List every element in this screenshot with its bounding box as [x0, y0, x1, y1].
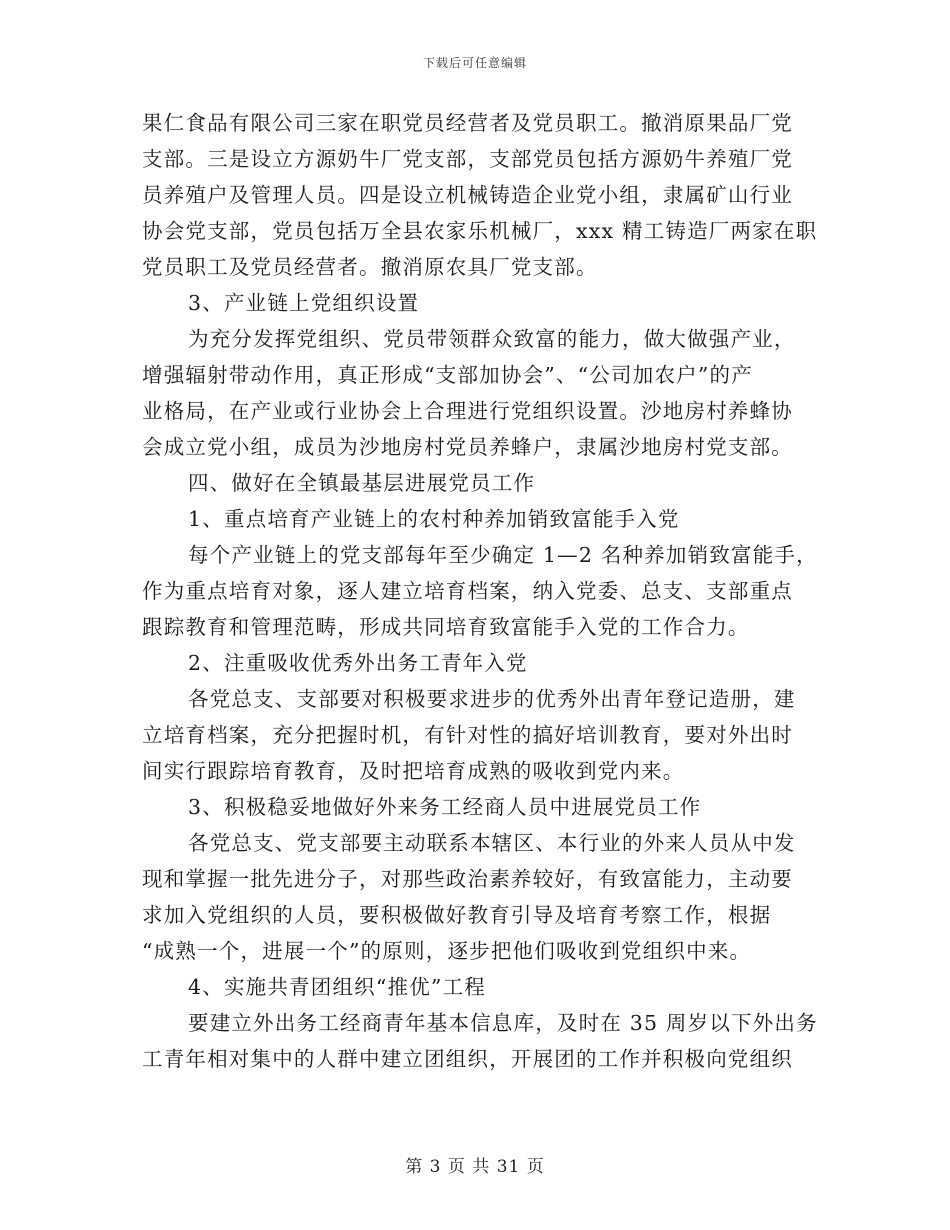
text-line: 员养殖户及管理人员。四是设立机械铸造企业党小组，隶属矿山行业	[142, 183, 793, 207]
text-line: 作为重点培育对象，逐人建立培育档案，纳入党委、总支、支部重点	[142, 579, 793, 603]
text-line: 要建立外出务工经商青年基本信息库，及时在 35 周岁以下外出务	[188, 1011, 818, 1035]
text-line: 各党总支、支部要对积极要求进步的优秀外出青年登记造册，建	[188, 687, 796, 711]
text-line: 现和掌握一批先进分子，对那些政治素养较好，有致富能力，主动要	[142, 867, 793, 891]
text-line: 为充分发挥党组织、党员带领群众致富的能力，做大做强产业，	[188, 327, 796, 351]
text-line: 立培育档案，充分把握时机，有针对性的搞好培训教育，要对外出时	[142, 723, 793, 747]
text-line: 求加入党组织的人员，要积极做好教育引导及培育考察工作，根据	[142, 903, 772, 927]
section-heading: 四、做好在全镇最基层进展党员工作	[188, 471, 536, 495]
section-heading: 1、重点培育产业链上的农村种养加销致富能手入党	[188, 507, 680, 531]
text-line: 会成立党小组，成员为沙地房村党员养蜂户，隶属沙地房村党支部。	[142, 435, 793, 459]
text-line: 支部。三是设立方源奶牛厂党支部，支部党员包括方源奶牛养殖厂党	[142, 147, 793, 171]
text-line: 党员职工及党员经营者。撤消原农具厂党支部。	[142, 255, 598, 279]
document-body	[142, 105, 818, 1077]
text-line: 增强辐射带动作用，真正形成“支部加协会”、“公司加农户”的产	[142, 363, 753, 387]
section-heading: 3、产业链上党组织设置	[188, 291, 420, 315]
text-line: 果仁食品有限公司三家在职党员经营者及党员职工。撤消原果品厂党	[142, 111, 793, 135]
text-line: 间实行跟踪培育教育，及时把培育成熟的吸收到党内来。	[142, 759, 685, 783]
section-heading: 2、注重吸收优秀外出务工青年入党	[188, 651, 528, 675]
text-line: 各党总支、党支部要主动联系本辖区、本行业的外来人员从中发	[188, 831, 796, 855]
section-heading: 3、积极稳妥地做好外来务工经商人员中进展党员工作	[188, 795, 702, 819]
text-line: “成熟一个，进展一个”的原则，逐步把他们吸收到党组织中来。	[142, 939, 752, 963]
text-line: 每个产业链上的党支部每年至少确定 1—2 名种养加销致富能手，	[188, 543, 818, 567]
page-number: 第 3 页 共 31 页	[405, 1157, 545, 1177]
text-line: 协会党支部，党员包括万全县农家乐机械厂，xxx 精工铸造厂两家在职	[142, 219, 818, 243]
section-heading: 4、实施共青团组织“推优”工程	[188, 975, 487, 999]
text-line: 工青年相对集中的人群中建立团组织，开展团的工作并积极向党组织	[142, 1047, 793, 1071]
text-line: 业格局，在产业或行业协会上合理进行党组织设置。沙地房村养蜂协	[142, 399, 793, 423]
page-header-note: 下载后可任意编辑	[422, 56, 527, 70]
text-line: 跟踪教育和管理范畴，形成共同培育致富能手入党的工作合力。	[142, 615, 750, 639]
